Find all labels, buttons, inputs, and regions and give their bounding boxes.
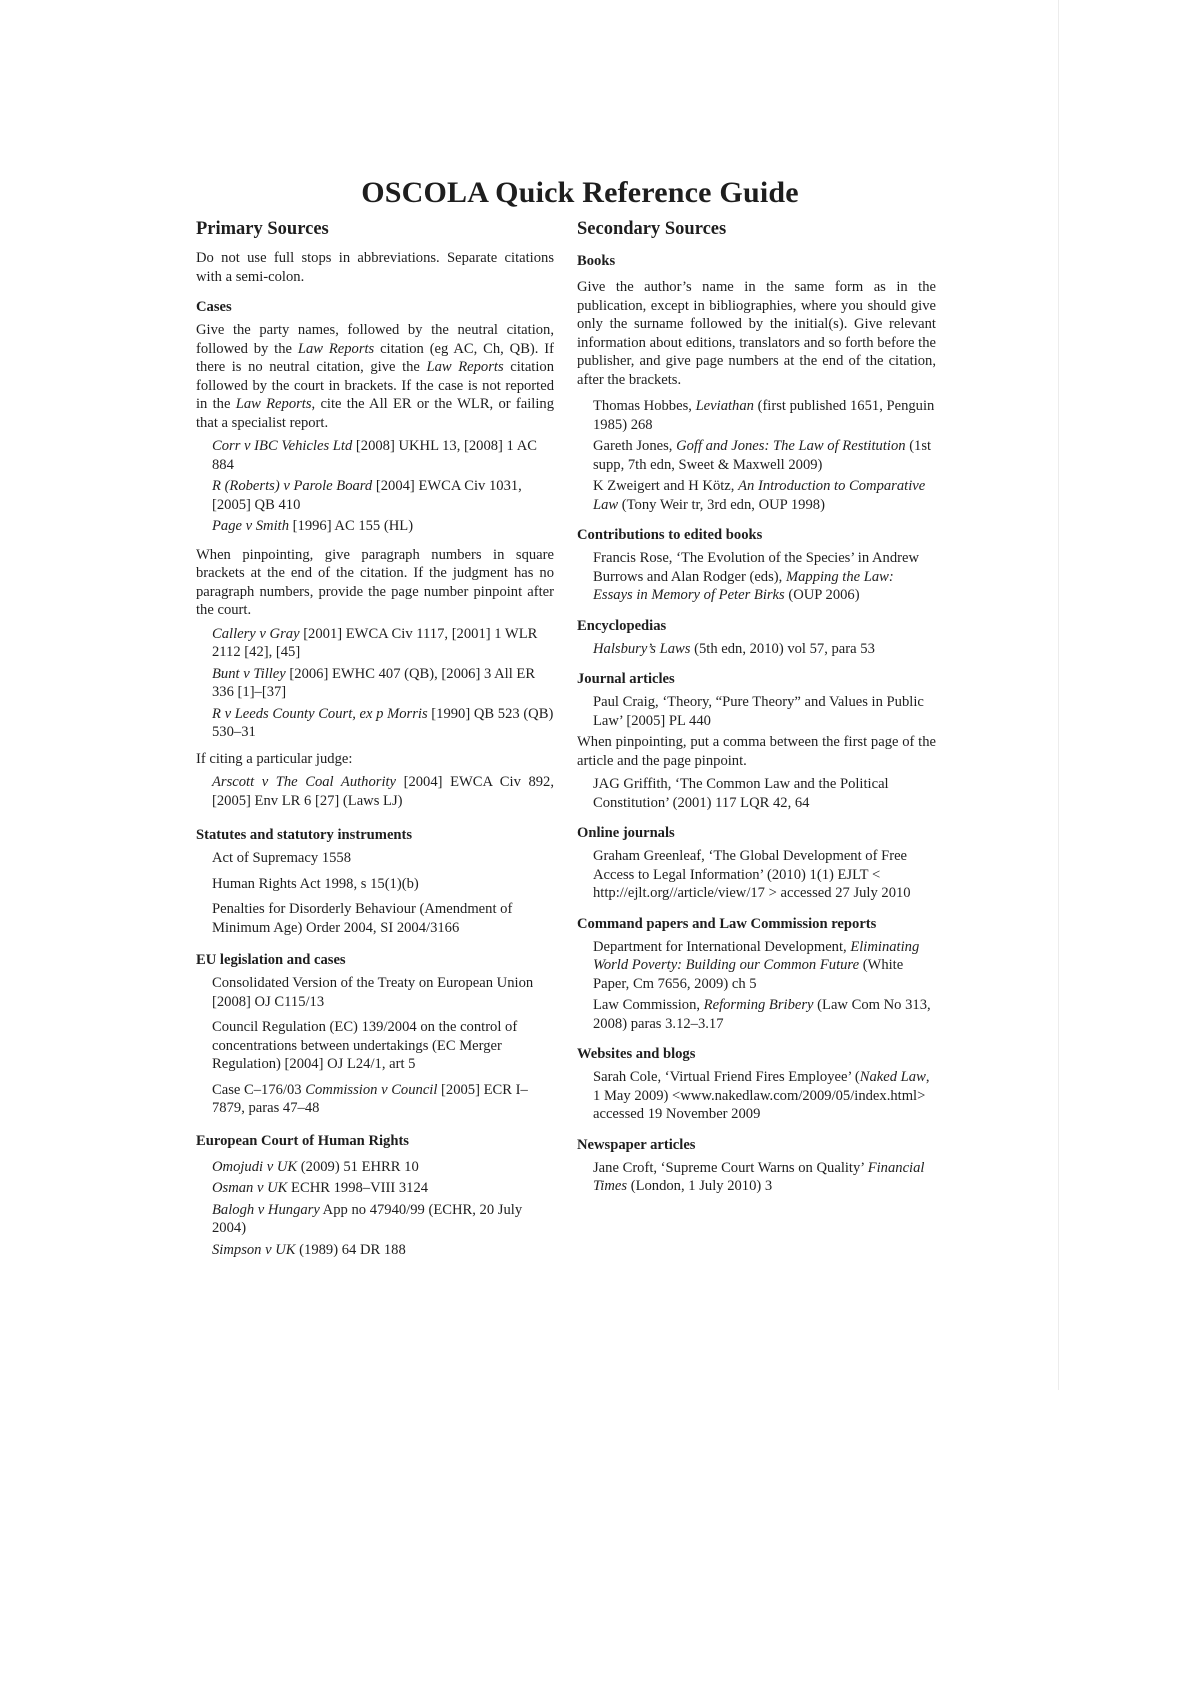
primary-intro: Do not use full stops in abbreviations. Separate citations with a semi-colon. [196,250,554,285]
eu-citation: Consolidated Version of the Treaty on European Union [2008] OJ C115/13 [212,975,534,1010]
command-paper-citation: Department for International Development, Eliminating World Poverty: Building our Common Future (White Paper, Cm 7656, 2009) ch 5 [593,938,920,992]
edited-books-heading: Contributions to edited books [577,527,763,543]
website-citation: Sarah Cole, ‘Virtual Friend Fires Employee’ (Naked Law, 1 May 2009) <www.nakedlaw.com/2009/05/index.html> accessed 19 November 2009 [593,1069,930,1122]
cases-examples [212,437,554,536]
judge-example: Arscott v The Coal Authority [2004] EWCA Civ 892, [2005] Env LR 6 [27] (Laws LJ) [212,774,554,809]
books-heading: Books [577,253,616,269]
judge-text: If citing a particular judge: [196,750,353,767]
journal-citation: JAG Griffith, ‘The Common Law and the Political Constitution’ (2001) 117 LQR 42, 64 [593,776,889,811]
books-text: Give the author’s name in the same form as in the publication, except in bibliographies, where you should give only the surname followed by the initial(s). Give relevant information about editions, translators and so forth before the publisher, and give page numbers at the end of the citation, after the brackets. [577,279,936,388]
journals-heading: Journal articles [577,671,675,687]
encyclopedia-citation: Halsbury’s Laws (5th edn, 2010) vol 57, para 53 [593,640,875,657]
echr-citation: Omojudi v UK (2009) 51 EHRR 10 [212,1158,419,1175]
echr-citation: Osman v UK ECHR 1998–VIII 3124 [212,1180,429,1196]
case-citation: Corr v IBC Vehicles Ltd [2008] UKHL 13, [2008] 1 AC 884 [212,438,537,473]
newspaper-citation: Jane Croft, ‘Supreme Court Warns on Quality’ Financial Times (London, 1 July 2010) 3 [593,1159,925,1194]
secondary-sources-heading: Secondary Sources [577,219,727,239]
case-citation: Bunt v Tilley [2006] EWHC 407 (QB), [2006] 3 All ER 336 [1]–[37] [212,665,536,700]
books-examples [593,397,936,514]
book-citation: K Zweigert and H Kötz, An Introduction to Comparative Law (Tony Weir tr, 3rd edn, OUP 1998) [593,478,926,513]
statute-citation: Human Rights Act 1998, s 15(1)(b) [212,875,419,892]
cases-text: Give the party names, followed by the neutral citation, followed by the Law Reports citation (eg AC, Ch, QB). If there is no neutral citation, give the Law Reports citation followed by the court in brackets. If the case is not reported in the Law Reports, cite the All ER or the WLR, or failing that a specialist report. [196,322,554,431]
eu-citation: Case C–176/03 Commission v Council [2005] ECR I–7879, paras 47–48 [212,1081,528,1116]
case-citation: R v Leeds County Court, ex p Morris [1990] QB 523 (QB) 530–31 [212,705,554,740]
eu-citation: Council Regulation (EC) 139/2004 on the control of concentrations between undertakings (EC Merger Regulation) [2004] OJ L24/1, art 5 [212,1019,518,1072]
book-citation: Gareth Jones, Goff and Jones: The Law of Restitution (1st supp, 7th edn, Sweet & Maxwell 2009) [593,438,932,473]
primary-sources-heading: Primary Sources [196,219,329,239]
echr-citation: Balogh v Hungary App no 47940/99 (ECHR, 20 July 2004) [212,1201,523,1236]
pinpoint-examples [212,625,554,742]
echr-citation: Simpson v UK (1989) 64 DR 188 [212,1241,406,1258]
newspaper-heading: Newspaper articles [577,1136,696,1153]
echr-list [212,1158,554,1260]
book-citation: Thomas Hobbes, Leviathan (first published 1651, Penguin 1985) 268 [593,398,935,433]
command-papers-list [593,938,936,1034]
command-papers-heading: Command papers and Law Commission reports [577,915,877,932]
eu-list [212,974,554,1118]
case-citation: Page v Smith [1996] AC 155 (HL) [212,518,414,534]
online-journal-citation: Graham Greenleaf, ‘The Global Development of Free Access to Legal Information’ (2010) 1(1) EJLT < http://ejlt.org//article/view/17 > accessed 27 July 2010 [593,848,911,901]
statutes-list [212,849,554,937]
online-journals-heading: Online journals [577,825,675,841]
primary-sources-column [196,218,554,1262]
edited-book-citation: Francis Rose, ‘The Evolution of the Species’ in Andrew Burrows and Alan Rodger (eds), Mapping the Law: Essays in Memory of Peter Birks (OUP 2006) [593,550,919,603]
secondary-sources-column [577,218,936,1199]
echr-heading: European Court of Human Rights [196,1132,409,1149]
command-paper-citation: Law Commission, Reforming Bribery (Law Com No 313, 2008) paras 3.12–3.17 [593,997,931,1032]
case-citation: R (Roberts) v Parole Board [2004] EWCA Civ 1031, [2005] QB 410 [212,478,522,513]
cases-heading: Cases [196,299,232,315]
websites-heading: Websites and blogs [577,1046,696,1062]
cases-pinpoint-text: When pinpointing, give paragraph numbers in square brackets at the end of the citation. If the judgment has no paragraph numbers, provide the page number pinpoint after the court. [196,546,554,618]
eu-heading: EU legislation and cases [196,952,346,968]
journals-pinpoint-text: When pinpointing, put a comma between the first page of the article and the page pinpoint. [577,734,936,769]
statute-citation: Penalties for Disorderly Behaviour (Amendment of Minimum Age) Order 2004, SI 2004/3166 [212,901,513,936]
statute-citation: Act of Supremacy 1558 [212,850,352,866]
journal-citation: Paul Craig, ‘Theory, “Pure Theory” and Values in Public Law’ [2005] PL 440 [593,694,924,729]
case-citation: Callery v Gray [2001] EWCA Civ 1117, [2001] 1 WLR 2112 [42], [45] [212,625,538,660]
page-title: OSCOLA Quick Reference Guide [361,176,799,209]
statutes-heading: Statutes and statutory instruments [196,827,413,843]
encyclopedias-heading: Encyclopedias [577,617,667,634]
